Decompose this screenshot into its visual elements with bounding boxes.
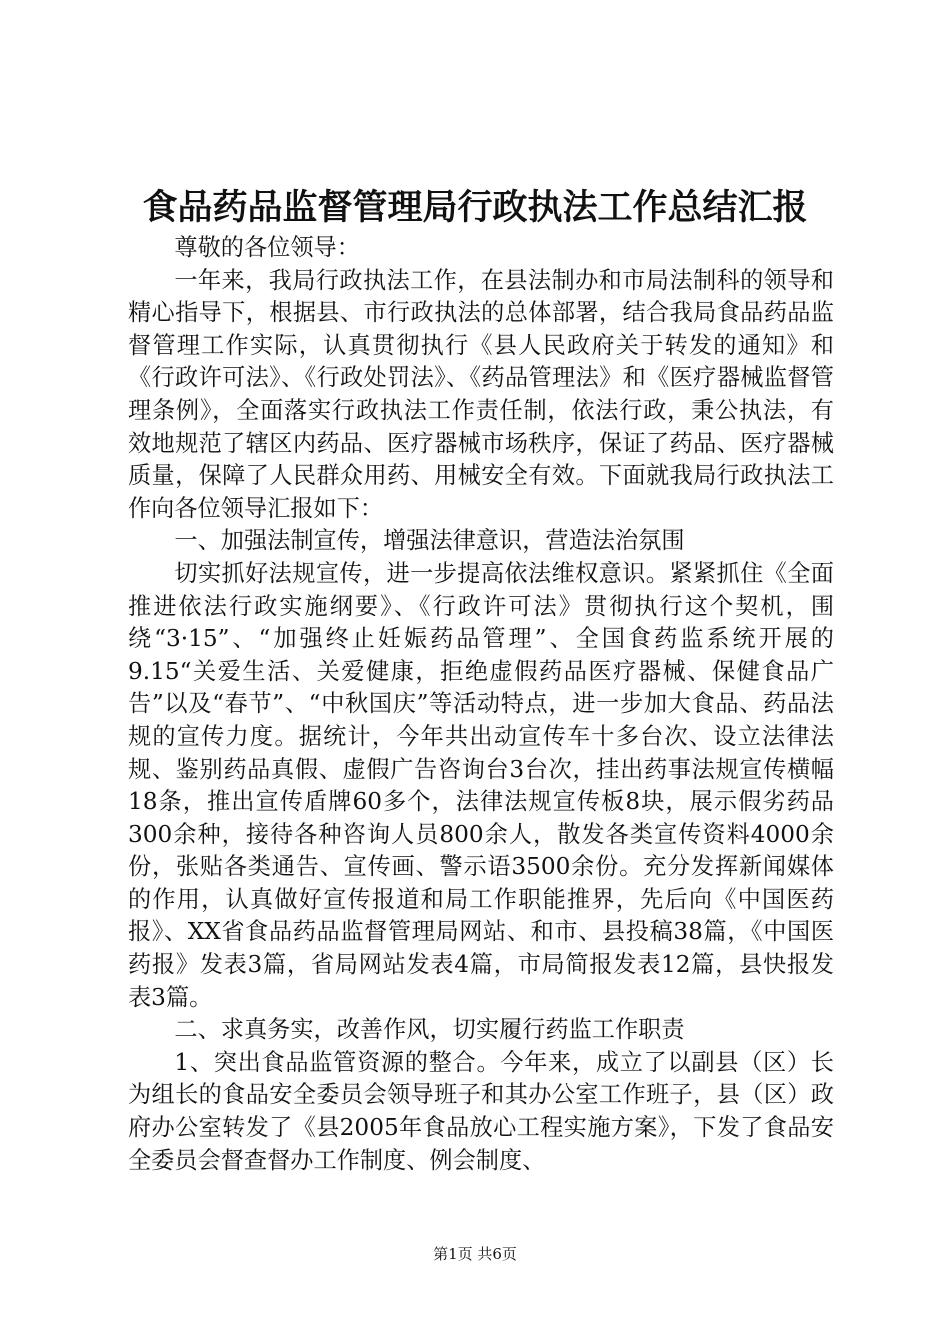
page-footer: 第1页 共6页 (433, 1245, 517, 1263)
section-heading-1: 一、加强法制宣传，增强法律意识，营造法治氛围 (174, 527, 685, 555)
document-body (128, 232, 834, 1177)
section-heading-2: 二、求真务实，改善作风，切实履行药监工作职责 (174, 1016, 685, 1044)
document-title: 食品药品监督管理局行政执法工作总结汇报 (142, 187, 808, 228)
paragraph-publicity: 切实抓好法规宣传，进一步提高依法维权意识。紧紧抓住《全面推进依法行政实施纲要》、《行政许可法》贯彻执行这个契机，围绕“3·15”、“加强终止妊娠药品管理”、全国食药监系统开展的9.15“关爱生活、关爱健康，拒绝虚假药品医疗器械、保健食品广告”以及“春节”、“中秋国庆”等活动特点，进一步加大食品、药品法规的宣传力度。据统计，今年共出动宣传车十多台次、设立法律法规、鉴别药品真假、虚假广告咨询台3台次，挂出药事法规宣传横幅18条，推出宣传盾牌60多个，法律法规宣传板8块，展示假劣药品300余种，接待各种咨询人员800余人，散发各类宣传资料4000余份，张贴各类通告、宣传画、警示语3500余份。充分发挥新闻媒体的作用，认真做好宣传报道和局工作职能推界，先后向《中国医药报》、XX省食品药品监督管理局网站、和市、县投稿38篇，《中国医药报》发表3篇，省局网站发表4篇，市局简报发表12篇，县快报发表3篇。 (128, 559, 834, 1011)
paragraph-food-supervision: 1、突出食品监管资源的整合。今年来，成立了以副县（区）长为组长的食品安全委员会领导班子和其办公室工作班子，县（区）政府办公室转发了《县2005年食品放心工程实施方案》，下发了食品安全委员会督查督办工作制度、例会制度、 (128, 1048, 834, 1174)
salutation: 尊敬的各位领导： (174, 234, 360, 261)
paragraph-intro: 一年来，我局行政执法工作，在县法制办和市局法制科的领导和精心指导下，根据县、市行政执法的总体部署，结合我局食品药品监督管理工作实际，认真贯彻执行《县人民政府关于转发的通知》和《行政许可法》、《行政处罚法》、《药品管理法》和《医疗器械监督管理条例》，全面落实行政执法工作责任制，依法行政，秉公执法，有效地规范了辖区内药品、医疗器械市场秩序，保证了药品、医疗器械质量，保障了人民群众用药、用械安全有效。下面就我局行政执法工作向各位领导汇报如下： (128, 266, 834, 522)
